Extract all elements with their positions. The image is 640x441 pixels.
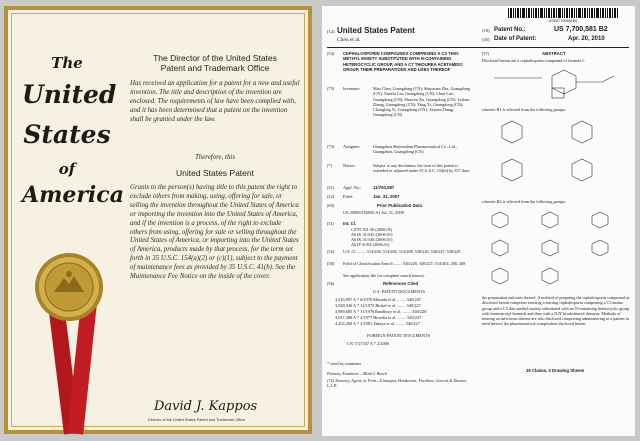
signature-caption: Director of the United States Patent and Trademark Office [148, 418, 246, 422]
us-docs-title: U.S. PATENT DOCUMENTS [373, 289, 426, 294]
wherein-r2-text: wherein R2 is selected from the following groups: [482, 199, 567, 204]
title-word-of: of [58, 160, 76, 178]
reference-row: 3,516,997 A * 6/1970 Masuda et al. ........ 540/227 [335, 297, 422, 302]
assignee-text: Guangzhou Baiyunshan Pharmaceutical Co., Ltd., Guangzhou, Guangdong (CN) [373, 144, 457, 155]
field-21-num: (21) [327, 185, 335, 190]
title-word-america: America [22, 182, 124, 208]
inventors-text: Mao Chen, Guangdong (CN); Shaoxuan Zhu, Guangdong (CN); Xuezhi Liu, Guangdong (CN); Chun Lao, Guangdong (CN); Shuwen Xu, Guangdong (CN); Liubao Zhang, Guangdong (CN); Yang Xi, Guangdong (CN); Chongling Yi, Guangdong (CN); Xiaona Zhang, Guangdong (CN) [373, 86, 470, 118]
director-heading-line1: The Director of the United States [153, 53, 277, 63]
assignee-label: Assignee: [343, 144, 360, 149]
patent-certificate [4, 6, 312, 434]
see-application: See application file for complete search history. [343, 273, 425, 278]
wherein-r1-text: wherein R1 is selected from the following groups: [482, 107, 567, 112]
abstract-title: ABSTRACT [542, 51, 566, 56]
int-cl-item: A61K 31/546 (2006.01) [351, 237, 393, 242]
foreign-docs-title: FOREIGN PATENT DOCUMENTS [367, 333, 431, 338]
field-notice-num: (*) [327, 163, 333, 168]
field-65-num: (65) [327, 203, 335, 208]
filed-date: Jan. 31, 2007 [373, 194, 400, 199]
patent-no: US 7,700,581 B2 [554, 26, 608, 33]
field-56-num: (56) [327, 281, 335, 286]
director-signature: David J. Kappos [154, 399, 258, 414]
field-search: Field of Classification Search ........ 540/226, 540/227; 514/204, 206, 208 [343, 261, 466, 266]
references-title: References Cited [383, 281, 419, 286]
reference-row: 4,254,260 A * 3/1981 Takaya et al. ........ 540/227 [335, 321, 420, 326]
filed-label: Filed: [343, 194, 354, 199]
reference-row: 3,989,685 A * 11/1976 Bandbury et al. ........ 540/228 [335, 309, 427, 314]
prior-pub: US 2008/0182836 A1 Jul. 31, 2008 [343, 210, 404, 215]
barcode-number: US007700581B2 [548, 19, 578, 23]
patent-no-label: Patent No.: [494, 27, 526, 33]
int-cl-label: Int. Cl. [343, 221, 357, 226]
field-57-num: (57) [482, 51, 490, 56]
r2-groups-structures-icon [482, 208, 630, 292]
foreign-doc-row: CN 1727347 A * 2/2006 [347, 341, 390, 346]
field-22-num: (22) [327, 194, 335, 199]
reference-row: 3,928,336 A * 12/1975 Bickel et al. ........ 540/227 [335, 303, 421, 308]
appl-no: 11/700,087 [373, 185, 395, 190]
int-cl-item: A61K 31/545 (2006.01) [351, 232, 393, 237]
int-cl-item: A61P 31/04 (2006.01) [351, 242, 390, 247]
date-label: Date of Patent: [494, 36, 537, 42]
certificate-frame [11, 13, 305, 427]
appl-no-label: Appl. No.: [343, 185, 362, 190]
date-num: (45) [482, 37, 490, 42]
notice-label: Notice: [343, 163, 356, 168]
barcode-icon [508, 8, 618, 18]
kind-label: United States Patent [337, 26, 415, 35]
therefore-text: Therefore, this [194, 154, 236, 161]
patent-no-num: (10) [482, 28, 490, 33]
header-rule [327, 47, 629, 48]
attorney: (74) Attorney, Agent, or Firm—Finnegan, Henderson, Farabow, Garrett & Dunner, L.L.P. [327, 378, 467, 389]
kind-num: (12) [327, 29, 335, 34]
abstract-body: the preparation and uses thereof. A method of preparing the cephalosporin compound as disclosed herein comprises reacting a starting cephalosporin comprising a C3 amino group and a C3 thio-methyl moiety substituted with an N-containing heterocyclic group with bromoacetyl bromide and then with a N,N' bisubstituted thiourea. Methods of treating an infectious disease are also disclosed comprising administering to a patient in need thereof the pharmaceutical composition disclosed herein. [482, 295, 630, 327]
inventors-label: Inventors: [343, 86, 361, 91]
date-of-patent: Apr. 20, 2010 [568, 36, 605, 42]
r1-groups-structures-icon [482, 116, 630, 196]
title-word-states: States [23, 120, 111, 149]
prior-pub-title: Prior Publication Data [377, 203, 422, 208]
primary-examiner: Primary Examiner—Mark L Berch [327, 371, 387, 376]
abstract-intro: Disclosed herein are a cephalosporin compound of formula I: [482, 58, 585, 63]
field-51-num: (51) [327, 221, 335, 226]
certificate-text-column [130, 14, 300, 426]
us-cl: U.S. Cl. ........ 514/206; 514/204; 514/208; 540/226; 540/227; 540/229 [343, 249, 461, 254]
title-word-the: The [51, 54, 83, 72]
field-58-num: (58) [327, 261, 335, 266]
title-word-united: United [22, 80, 117, 109]
field-73-num: (73) [327, 144, 335, 149]
field-75-num: (75) [327, 86, 335, 91]
claims-count: 19 Claims, 2 Drawing Sheets [526, 368, 585, 373]
inventor-line: Chen et al. [337, 37, 361, 43]
patent-label: United States Patent [176, 168, 254, 178]
invention-title: CEPHALOSPORIN COMPOUNDS COMPRISING A C3 THIO-METHYL MOIETY SUBSTITUTED WITH N-CONTAINING HETEROCYCLIC GROUP, AND A C7 THIOUREA ACETAMIDO GROUP, THEIR PREPARATIONS AND USES THEREOF [343, 51, 463, 72]
grant-paragraph-1: Has received an application for a patent for a new and useful invention. The title and description of the invention are enclosed. The requirements of law have been complied with, and it has been determined that a patent on the invention shall be granted under the law. [130, 80, 300, 123]
notice-text: Subject to any disclaimer, the term of this patent is extended or adjusted under 35 U.S.C. 154(b) by 557 days. [373, 163, 471, 174]
cited-by-examiner: * cited by examiner [327, 361, 362, 366]
reference-row: 4,017,488 A * 4/1977 Hiraoka et al. ........ 540/227 [335, 315, 422, 320]
field-52-num: (52) [327, 249, 335, 254]
field-54-num: (54) [327, 51, 335, 56]
int-cl-item: C07D 501/36 (2006.01) [351, 227, 393, 232]
formula-i-structure-icon [492, 66, 622, 104]
director-heading [130, 53, 300, 73]
grant-paragraph-2: Grants to the person(s) having title to this patent the right to exclude others from making, using, offering for sale, or selling the invention throughout the United States of America or importing the invention into the United States of America, and if the invention is a process, of the right to exclude others from using, offering for sale or selling throughout the United States of America, or importing into the United States of America, products made by that process, for the term set forth in 35 U.S.C. 154(a)(2) or (c)(1), subject to the payment of maintenance fees as provided by 35 U.S.C. 41(b). See the Maintenance Fee Notice on the inside of the cover. [130, 184, 299, 281]
gold-seal-icon [34, 252, 104, 322]
certificate-title-column [12, 14, 124, 426]
patent-front-page [322, 6, 635, 436]
director-heading-line2: Patent and Trademark Office [160, 63, 270, 73]
